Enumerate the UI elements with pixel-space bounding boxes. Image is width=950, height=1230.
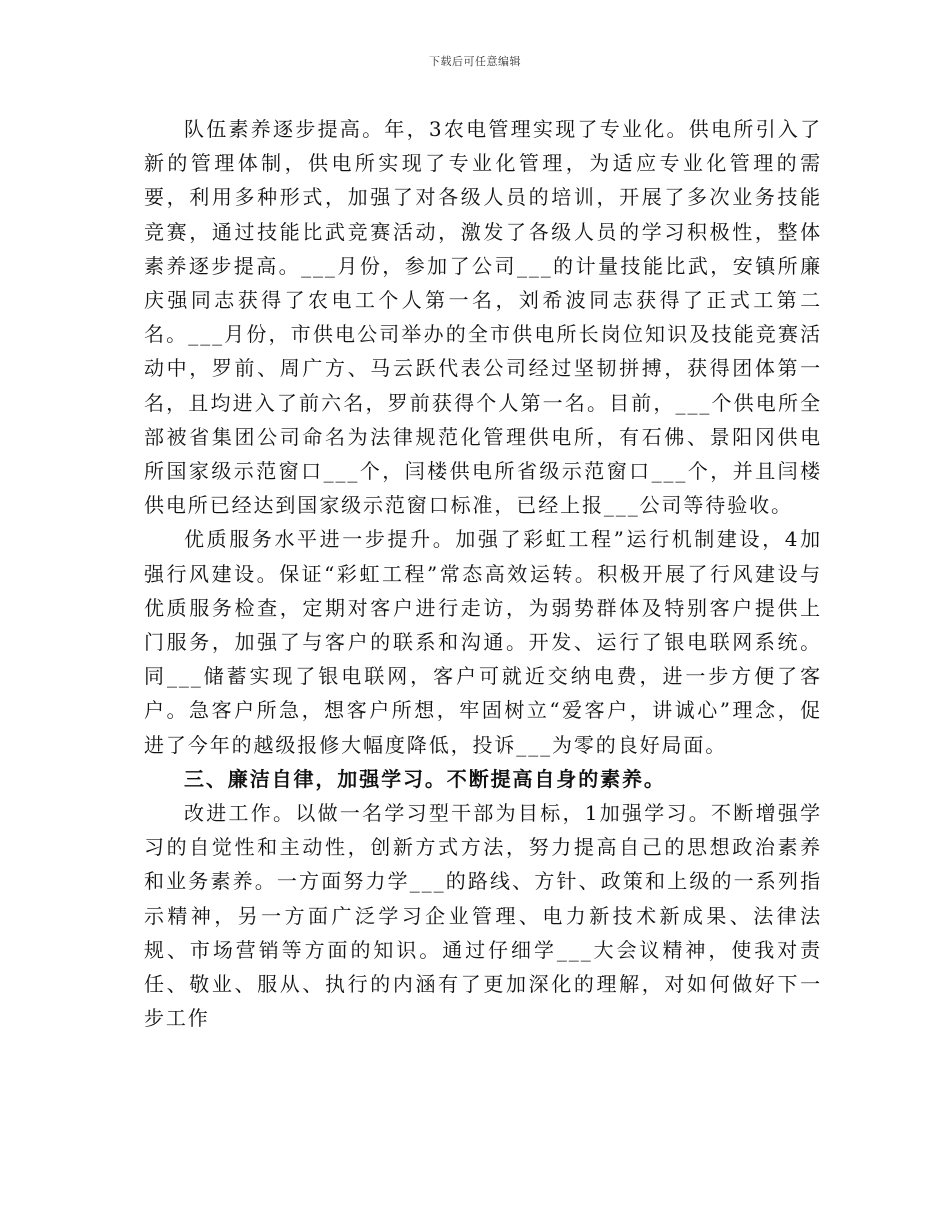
paragraph-service-quality: 优质服务水平进一步提升。加强了彩虹工程”运行机制建设，4加强行风建设。保证“彩虹工程”常态高效运转。积极开展了行风建设与优质服务检查，定期对客户进行走访，为弱势群体及特别客户提供上门服务，加强了与客户的联系和沟通。开发、运行了银电联网系统。同___储蓄实现了银电联网，客户可就近交纳电费，进一步方便了客户。急客户所急，想客户所想，牢固树立“爱客户，讲诚心”理念，促进了今年的越级报修大幅度降低，投诉___为零的良好局面。 xyxy=(144,527,822,757)
page-header: 下载后可任意编辑 xyxy=(429,55,521,68)
paragraph-improve-work: 改进工作。以做一名学习型干部为目标，1加强学习。不断增强学习的自觉性和主动性，创新方式方法，努力提高自己的思想政治素养和业务素养。一方面努力学___的路线、方针、政策和上级的一系列指示精神，另一方面广泛学习企业管理、电力新技术新成果、法律法规、市场营销等方面的知识。通过仔细学___大会议精神，使我对责任、敬业、服从、执行的内涵有了更加深化的理解，对如何做好下一步工作 xyxy=(144,801,822,1031)
document-body xyxy=(144,112,822,1035)
paragraph-team-quality: 队伍素养逐步提高。年，3农电管理实现了专业化。供电所引入了新的管理体制，供电所实现了专业化管理，为适应专业化管理的需要，利用多种形式，加强了对各级人员的培训，开展了多次业务技能竞赛，通过技能比武竞赛活动，激发了各级人员的学习积极性，整体素养逐步提高。___月份，参加了公司___的计量技能比武，安镇所廉庆强同志获得了农电工个人第一名，刘希波同志获得了正式工第二名。___月份，市供电公司举办的全市供电所长岗位知识及技能竞赛活动中，罗前、周广方、马云跃代表公司经过坚韧拼搏，获得团体第一名，且均进入了前六名，罗前获得个人第一名。目前，___个供电所全部被省集团公司命名为法律规范化管理供电所，有石佛、景阳冈供电所国家级示范窗口___个，闫楼供电所省级示范窗口___个，并且闫楼供电所已经达到国家级示范窗口标准，已经上报___公司等待验收。 xyxy=(144,117,822,518)
section-heading-integrity: 三、廉洁自律，加强学习。不断提高自身的素养。 xyxy=(184,766,666,791)
